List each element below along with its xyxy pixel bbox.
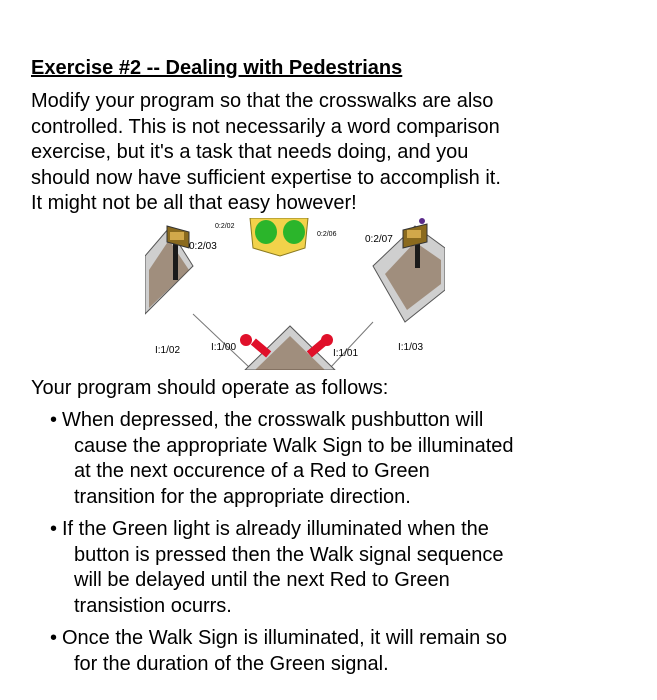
label-input-100: I:1/00 bbox=[211, 342, 237, 353]
list-item-text bbox=[62, 626, 507, 677]
right-indicator-dot bbox=[419, 218, 425, 224]
label-input-103: I:1/03 bbox=[398, 342, 424, 353]
list-item-line: transistion ocurrs. bbox=[74, 594, 232, 617]
intersection-illustration bbox=[145, 218, 445, 370]
intro-line: Modify your program so that the crosswalks are also bbox=[31, 90, 494, 112]
operation-subheading: Your program should operate as follows: bbox=[31, 377, 389, 399]
green-light-right bbox=[283, 220, 305, 244]
list-item-line: When depressed, the crosswalk pushbutton will bbox=[62, 409, 484, 431]
label-output-207: 0:2/07 bbox=[365, 234, 393, 245]
list-item-line: Once the Walk Sign is illuminated, it will remain so bbox=[62, 627, 507, 649]
list-item-text bbox=[62, 517, 504, 619]
list-item-line: button is pressed then the Walk signal sequence bbox=[74, 543, 504, 566]
list-item-line: transition for the appropriate direction. bbox=[74, 485, 411, 508]
bullet-marker: • bbox=[50, 409, 58, 431]
intro-line: It might not be all that easy however! bbox=[31, 192, 357, 215]
exercise-title: Exercise #2 -- Dealing with Pedestrians bbox=[31, 57, 403, 79]
bullet-marker: • bbox=[50, 518, 58, 540]
intro-line: should now have sufficient expertise to accomplish it. bbox=[31, 166, 501, 189]
list-item-line: If the Green light is already illuminated when the bbox=[62, 518, 489, 540]
left-walk-sign-face bbox=[170, 232, 184, 240]
intro-paragraph bbox=[31, 89, 631, 217]
list-item-line: for the duration of the Green signal. bbox=[74, 652, 389, 675]
intersection-diagram bbox=[145, 218, 445, 370]
green-light-left bbox=[255, 220, 277, 244]
label-input-101: I:1/01 bbox=[333, 348, 359, 359]
crosswalk-button-left bbox=[240, 334, 252, 346]
road-edge-line bbox=[330, 322, 373, 368]
list-item-line: at the next occurence of a Red to Green bbox=[74, 460, 430, 483]
right-walk-sign-face bbox=[407, 230, 421, 238]
label-output-202: 0:2/02 bbox=[215, 223, 235, 230]
label-output-203: 0:2/03 bbox=[189, 241, 217, 252]
list-item-line: cause the appropriate Walk Sign to be illuminated bbox=[74, 434, 514, 457]
intro-line: exercise, but it's a task that needs doing, and you bbox=[31, 141, 469, 164]
bullet-marker: • bbox=[50, 627, 58, 649]
list-item-text bbox=[62, 408, 514, 510]
list-item-line: will be delayed until the next Red to Green bbox=[74, 569, 450, 592]
label-input-102: I:1/02 bbox=[155, 345, 181, 356]
label-output-206: 0:2/06 bbox=[317, 231, 337, 238]
intro-line: controlled. This is not necessarily a word comparison bbox=[31, 115, 500, 138]
